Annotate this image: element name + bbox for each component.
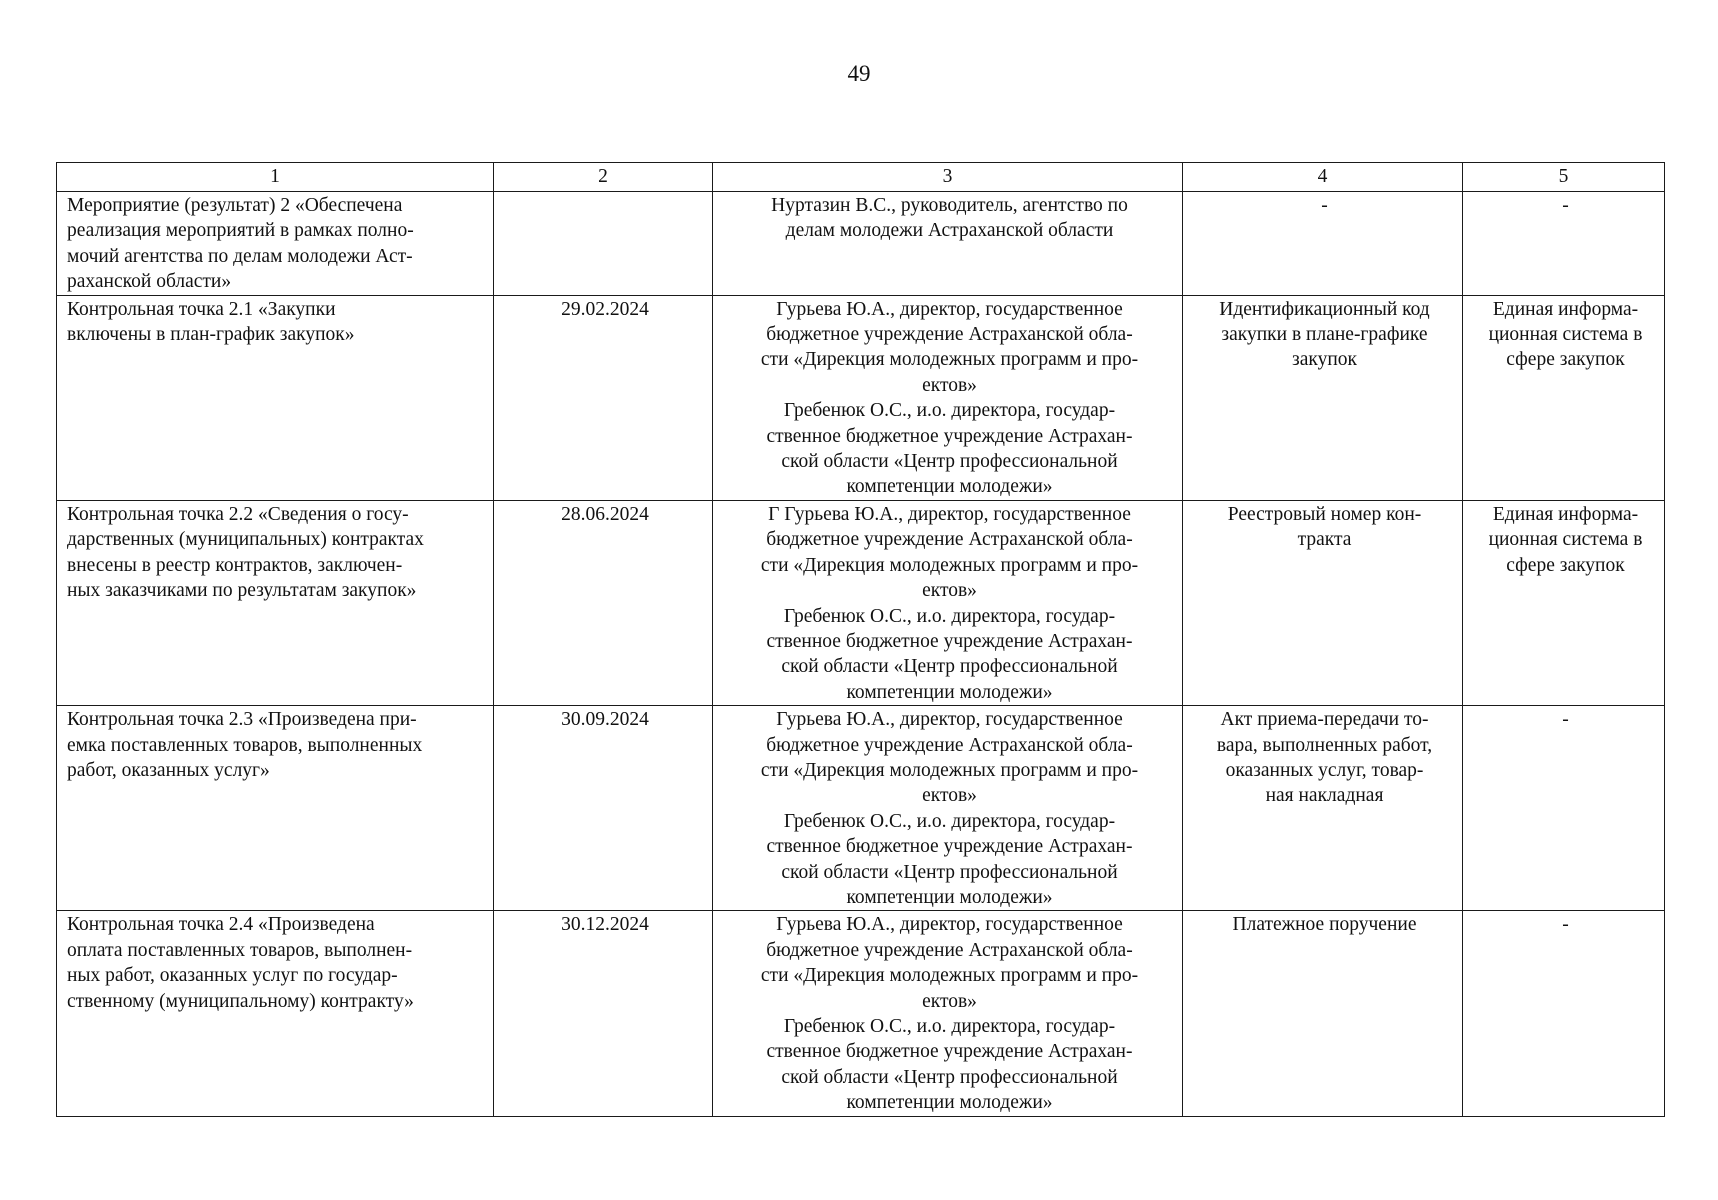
cell-text-line: бюджетное учреждение Астраханской обла- (766, 529, 1133, 551)
cell-text-line: ской области «Центр профессиональной (781, 861, 1118, 883)
cell-text-line: делам молодежи Астраханской области (785, 220, 1114, 242)
responsible-cell (713, 500, 1183, 705)
cell-text-line: 30.09.2024 (561, 709, 649, 731)
deadline-cell (494, 500, 713, 705)
cell-text-line: Гребенюк О.С., и.о. директора, государ- (783, 1016, 1116, 1037)
information-system-cell (1463, 500, 1665, 705)
column-number-1: 1 (57, 163, 494, 192)
cell-text-line: бюджетное учреждение Астраханской обла- (766, 939, 1133, 961)
responsible-cell (713, 706, 1183, 911)
cell-text-line: Гребенюк О.С., и.о. директора, государ- (783, 810, 1116, 832)
cell-text-line: ской области «Центр профессиональной (781, 451, 1118, 473)
cell-text-line: закупок (1292, 349, 1357, 371)
cell-text-line: ственное бюджетное учреждение Астрахан- (766, 1041, 1133, 1063)
event-name-cell (57, 911, 494, 1116)
table-row (57, 500, 1665, 705)
cell-text-line: бюджетное учреждение Астраханской обла- (766, 734, 1133, 756)
cell-text-line: тракта (1297, 529, 1352, 551)
cell-text-line: Контрольная точка 2.4 «Произведена (67, 914, 375, 936)
cell-text-line: Гребенюк О.С., и.о. директора, государ- (783, 400, 1116, 422)
cell-text-line: Гурьева Ю.А., директор, государственное (776, 709, 1123, 731)
cell-text-line: компетенции молодежи» (846, 1092, 1053, 1114)
cell-text-line: Идентификационный код (1219, 298, 1430, 320)
cell-text-line: - (1562, 195, 1569, 216)
table-body (57, 192, 1665, 1117)
cell-text-line: 30.12.2024 (561, 914, 649, 936)
table-row (57, 192, 1665, 296)
event-name-cell (57, 500, 494, 705)
cell-text-line: ственное бюджетное учреждение Астрахан- (766, 630, 1133, 652)
cell-text-line: ственному (муниципальному) контракту» (67, 990, 414, 1012)
cell-text-line: вара, выполненных работ, (1216, 734, 1433, 756)
cell-text-line: Мероприятие (результат) 2 «Обеспечена (67, 195, 403, 216)
cell-text-line: ционная система в (1488, 324, 1643, 346)
cell-text-line: Единая информа- (1492, 298, 1639, 320)
cell-text-line: ектов» (922, 990, 977, 1012)
event-name-cell (57, 295, 494, 500)
table-row (57, 911, 1665, 1116)
responsible-cell (713, 911, 1183, 1116)
cell-text-line: сти «Дирекция молодежных программ и про- (760, 554, 1139, 576)
cell-text-line: Контрольная точка 2.3 «Произведена при- (67, 709, 417, 731)
cell-text-line: Нуртазин В.С., руководитель, агентство по (771, 195, 1128, 216)
deadline-cell (494, 192, 713, 296)
column-number-2: 2 (494, 163, 713, 192)
cell-text-line: ектов» (922, 785, 977, 807)
cell-text-line: ционная система в (1488, 529, 1643, 551)
cell-text-line: Контрольная точка 2.2 «Сведения о госу- (67, 503, 409, 525)
cell-text-line: сфере закупок (1506, 554, 1625, 576)
cell-text-line: компетенции молодежи» (846, 886, 1053, 908)
cell-text-line: реализация мероприятий в рамках полно- (67, 220, 414, 242)
document-cell (1183, 706, 1463, 911)
cell-text-line: ственное бюджетное учреждение Астрахан- (766, 836, 1133, 858)
cell-text-line: - (1321, 195, 1328, 216)
cell-text-line: Акт приема-передачи то- (1220, 709, 1429, 731)
information-system-cell (1463, 192, 1665, 296)
cell-text-line: Г Гурьева Ю.А., директор, государственное (768, 503, 1131, 525)
cell-text-line: сти «Дирекция молодежных программ и про- (760, 965, 1139, 987)
cell-text-line: ственное бюджетное учреждение Астрахан- (766, 425, 1133, 447)
cell-text-line: Гурьева Ю.А., директор, государственное (776, 298, 1123, 320)
document-cell (1183, 911, 1463, 1116)
column-number-5: 5 (1463, 163, 1665, 192)
cell-text-line: - (1562, 914, 1569, 936)
table-row (57, 295, 1665, 500)
cell-text-line: оказанных услуг, товар- (1225, 759, 1424, 781)
cell-text-line: 29.02.2024 (561, 298, 649, 320)
cell-text-line: внесены в реестр контрактов, заключен- (67, 554, 403, 576)
document-cell (1183, 295, 1463, 500)
cell-text-line: - (1562, 709, 1569, 731)
document-cell (1183, 192, 1463, 296)
cell-text-line: сти «Дирекция молодежных программ и про- (760, 759, 1139, 781)
page-number: 49 (847, 61, 871, 86)
cell-text-line: дарственных (муниципальных) контрактах (67, 529, 424, 551)
cell-text-line: включены в план-график закупок» (67, 324, 355, 346)
cell-text-line: ных заказчиками по результатам закупок» (67, 580, 417, 602)
cell-text-line: работ, оказанных услуг» (67, 759, 270, 781)
cell-text-line: Реестровый номер кон- (1227, 503, 1422, 525)
cell-text-line: ных работ, оказанных услуг по государ- (67, 965, 398, 987)
document-cell (1183, 500, 1463, 705)
column-number-4: 4 (1183, 163, 1463, 192)
cell-text-line: Платежное поручение (1232, 914, 1417, 936)
cell-text-line: сфере закупок (1506, 349, 1625, 371)
cell-text-line: закупки в плане-графике (1221, 324, 1428, 346)
responsible-cell (713, 192, 1183, 296)
information-system-cell (1463, 295, 1665, 500)
deadline-cell (494, 295, 713, 500)
table-row (57, 706, 1665, 911)
information-system-cell (1463, 911, 1665, 1116)
cell-text-line: сти «Дирекция молодежных программ и про- (760, 349, 1139, 371)
event-name-cell (57, 192, 494, 296)
cell-text-line: ектов» (922, 580, 977, 602)
cell-text-line: Контрольная точка 2.1 «Закупки (67, 298, 336, 320)
event-name-cell (57, 706, 494, 911)
cell-text-line: мочий агентства по делам молодежи Аст- (67, 245, 413, 267)
deadline-cell (494, 911, 713, 1116)
column-number-row (57, 163, 1665, 192)
column-number-3: 3 (713, 163, 1183, 192)
information-system-cell (1463, 706, 1665, 911)
responsible-cell (713, 295, 1183, 500)
cell-text-line: ектов» (922, 374, 977, 396)
cell-text-line: ской области «Центр профессиональной (781, 1066, 1118, 1088)
cell-text-line: емка поставленных товаров, выполненных (67, 734, 423, 756)
cell-text-line: компетенции молодежи» (846, 681, 1053, 703)
control-points-table (56, 162, 1665, 1117)
cell-text-line: бюджетное учреждение Астраханской обла- (766, 324, 1133, 346)
cell-text-line: оплата поставленных товаров, выполнен- (67, 939, 413, 961)
cell-text-line: Единая информа- (1492, 503, 1639, 525)
cell-text-line: 28.06.2024 (561, 503, 649, 525)
cell-text-line: раханской области» (67, 271, 232, 293)
cell-text-line: ской области «Центр профессиональной (781, 656, 1118, 678)
cell-text-line: ная накладная (1265, 785, 1384, 807)
cell-text-line: Гурьева Ю.А., директор, государственное (776, 914, 1123, 936)
cell-text-line: Гребенюк О.С., и.о. директора, государ- (783, 605, 1116, 627)
cell-text-line: компетенции молодежи» (846, 476, 1053, 498)
deadline-cell (494, 706, 713, 911)
